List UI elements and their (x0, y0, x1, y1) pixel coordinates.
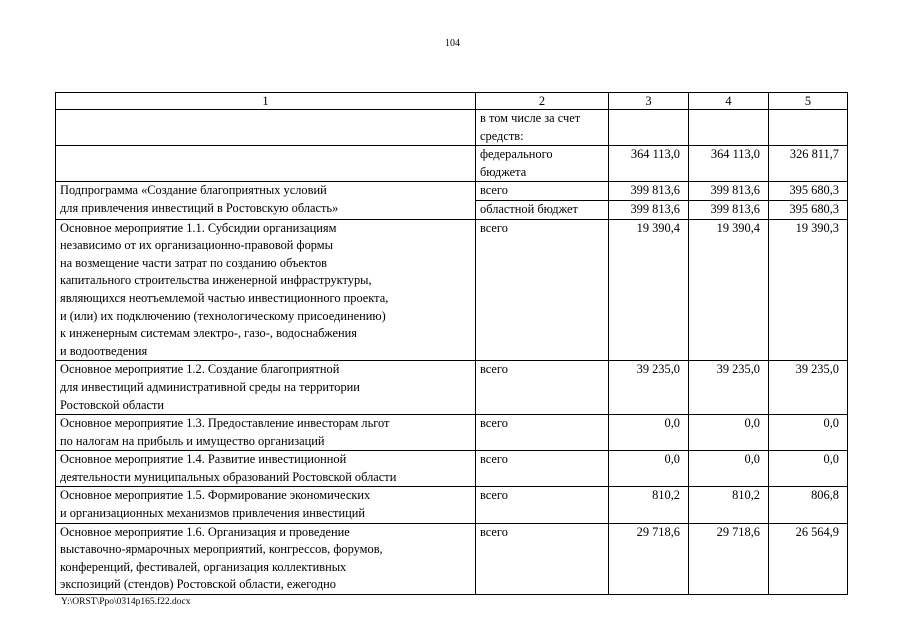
row-name-cell (56, 110, 476, 146)
funding-source-cell: всего (476, 415, 609, 451)
funding-source-cell: всего (476, 361, 609, 415)
value-col-5: 26 564,9 (769, 523, 848, 594)
value-col-3: 29 718,6 (609, 523, 689, 594)
table-row (56, 523, 848, 594)
header-col-2: 2 (476, 93, 609, 110)
funding-source-cell: областной бюджет (476, 200, 609, 219)
row-name-cell: Основное мероприятие 1.2. Создание благоприятной для инвестиций административной среды на территории Ростовской области (56, 361, 476, 415)
funding-source-cell: всего (476, 219, 609, 361)
value-col-5: 39 235,0 (769, 361, 848, 415)
value-col-3: 0,0 (609, 451, 689, 487)
header-col-1: 1 (56, 93, 476, 110)
header-col-5: 5 (769, 93, 848, 110)
file-path-footer: Y:\ORST\Ppo\0314p165.f22.docx (61, 597, 191, 607)
funding-source-cell: всего (476, 182, 609, 201)
table-row (56, 219, 848, 361)
value-col-4 (689, 110, 769, 146)
value-col-5: 326 811,7 (769, 146, 848, 182)
value-col-3: 39 235,0 (609, 361, 689, 415)
value-col-3 (609, 110, 689, 146)
funding-source-cell: всего (476, 487, 609, 523)
row-name-cell (56, 146, 476, 182)
table-header-row (56, 93, 848, 110)
value-col-5: 0,0 (769, 415, 848, 451)
value-col-5 (769, 110, 848, 146)
table-row (56, 451, 848, 487)
value-col-5: 395 680,3 (769, 200, 848, 219)
value-col-3: 364 113,0 (609, 146, 689, 182)
value-col-5: 395 680,3 (769, 182, 848, 201)
table-row (56, 146, 848, 182)
value-col-3: 810,2 (609, 487, 689, 523)
table-row (56, 361, 848, 415)
header-col-4: 4 (689, 93, 769, 110)
value-col-4: 364 113,0 (689, 146, 769, 182)
value-col-3: 399 813,6 (609, 200, 689, 219)
value-col-4: 0,0 (689, 415, 769, 451)
value-col-4: 810,2 (689, 487, 769, 523)
header-col-3: 3 (609, 93, 689, 110)
funding-source-cell: в том числе за счет средств: (476, 110, 609, 146)
row-name-cell: Основное мероприятие 1.3. Предоставление инвесторам льгот по налогам на прибыль и имущество организаций (56, 415, 476, 451)
row-name-cell: Основное мероприятие 1.6. Организация и проведение выставочно-ярмарочных мероприятий, конгрессов, форумов, конференций, фестивалей, организация коллективных экспозиций (стендов) Ростовской области, ежегодно (56, 523, 476, 594)
table-row (56, 487, 848, 523)
value-col-5: 19 390,3 (769, 219, 848, 361)
value-col-4: 399 813,6 (689, 182, 769, 201)
table-row (56, 110, 848, 146)
table-row (56, 182, 848, 201)
value-col-3: 0,0 (609, 415, 689, 451)
funding-source-cell: всего (476, 451, 609, 487)
table-row (56, 415, 848, 451)
page-number: 104 (445, 38, 460, 49)
value-col-4: 29 718,6 (689, 523, 769, 594)
value-col-4: 399 813,6 (689, 200, 769, 219)
value-col-3: 399 813,6 (609, 182, 689, 201)
funding-source-cell: всего (476, 523, 609, 594)
funding-source-cell: федерального бюджета (476, 146, 609, 182)
value-col-5: 0,0 (769, 451, 848, 487)
budget-table (55, 92, 848, 595)
value-col-5: 806,8 (769, 487, 848, 523)
subprogram-name-cell: Подпрограмма «Создание благоприятных условий для привлечения инвестиций в Ростовскую область» (56, 182, 476, 219)
row-name-cell: Основное мероприятие 1.5. Формирование экономических и организационных механизмов привлечения инвестиций (56, 487, 476, 523)
value-col-4: 39 235,0 (689, 361, 769, 415)
row-name-cell: Основное мероприятие 1.4. Развитие инвестиционной деятельности муниципальных образований Ростовской области (56, 451, 476, 487)
value-col-3: 19 390,4 (609, 219, 689, 361)
value-col-4: 19 390,4 (689, 219, 769, 361)
value-col-4: 0,0 (689, 451, 769, 487)
row-name-cell: Основное мероприятие 1.1. Субсидии организациям независимо от их организационно-правовой формы на возмещение части затрат по созданию объектов капитального строительства инженерной инфраструктуры, являющихся неотъемлемой частью инвестиционного проекта, и (или) их подключению (технологическому присоединению) к инженерным системам электро-, газо-, водоснабжения и водоотведения (56, 219, 476, 361)
